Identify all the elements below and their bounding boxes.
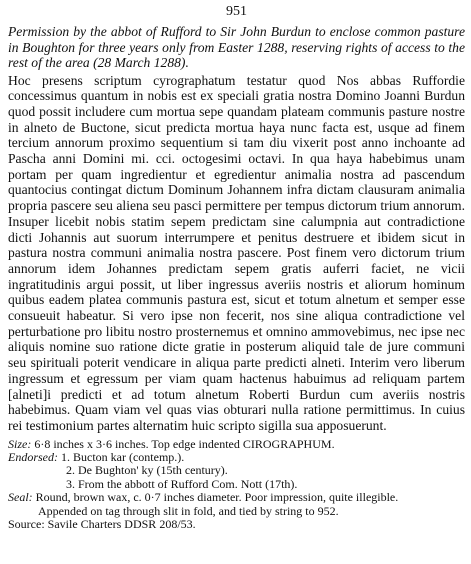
charter-notes <box>8 438 465 532</box>
seal-note <box>8 491 465 504</box>
seal-text: Round, brown wax, c. 0·7 inches diameter. Poor impression, quite illegible. <box>35 490 399 505</box>
seal-label: Seal: <box>8 490 33 505</box>
document-page <box>8 4 465 532</box>
size-label: Size: <box>8 436 32 451</box>
charter-summary: Permission by the abbot of Rufford to Sir John Burdun to enclose common pasture in Boughton for three years only from Easter 1288, reserving rights of access to the rest of the area (28 March 1288). <box>8 24 465 70</box>
charter-latin-text: Hoc presens scriptum cyrographatum testatur quod Nos abbas Ruffordie concessimus quantum in nobis est ex speciali gratia nostra Domino Joanni Burdun quod possit includere cum mortua sepe quandam plateam communis pasture nostre in alneto de Buctone, sicut predicta mortua haya nunc facta est, usque ad finem tercium annorum proximo sequentium si tam diu vixerit post anno inchoante ad Pascha anni Domini mi. cci. octogesimi octavi. In qua haya habebimus unam portam per quam ingredientur et egredientur animalia nostra ad pascendum quantocius contingat dictum Dominum Johannem infra dictam clausuram animalia propria pascere seu aliena seu pasci permittere per tempus dictorum trium annorum. Insuper licebit nobis statim sepem predictam sine calumpnia aut contradictione dicti Johannis aut suorum interrumpere et penitus destruere et ibidem sicut in pastura nostra communi animalia nostra pascere. Post finem vero dictorum trium annorum idem Johannes predictam sepem gratis auferri faciet, ne vicii ingratitudinis argui possit, ut liber ingressus averiis nostris et aliorum hominum quibus eadem platea communis pastura est, sicut et totum alnetum et semper esse consueuit habeatur. Si vero ipse non fecerit, nos sine aliqua contradictione vel perturbatione pro libitu nostro prosternemus et omnino ammovebimus, nec ipse nec aliquis nomine suo ratione dicte gratie in posterum aliquid tale de jure communi seu spirituali poterit vendicare in aliqua parte predicti alneti. Interim vero liberum ingressum et egressum per viam quam hactenus habuimus ad reliquam partem [alneti]i predicti et ad totum alnetum Roberti Burdun cum averiis nostris habebimus. Quam viam vel quas vias obturari nulla ratione permittimus. In cuius rei testimonium partes alternatim huic scripto sigilla sua apposuerunt. <box>8 72 465 433</box>
page-number: 951 <box>226 4 247 19</box>
endorsement-2: 2. De Bughton' ky (15th century). <box>66 463 228 478</box>
endorsed-label: Endorsed: <box>8 450 58 465</box>
size-note <box>8 438 465 451</box>
endorsement-1: 1. Bucton kar (contemp.). <box>61 450 185 465</box>
seal-text-continued: Appended on tag through slit in fold, and tied by string to 952. <box>38 503 339 518</box>
endorsement-3: 3. From the abbott of Rufford Com. Nott (17th). <box>66 476 298 491</box>
size-text: 6·8 inches x 3·6 inches. Top edge indented CIROGRAPHUM. <box>34 436 335 451</box>
source-note: Source: Savile Charters DDSR 208/53. <box>8 517 196 532</box>
endorsed-note <box>8 451 465 464</box>
